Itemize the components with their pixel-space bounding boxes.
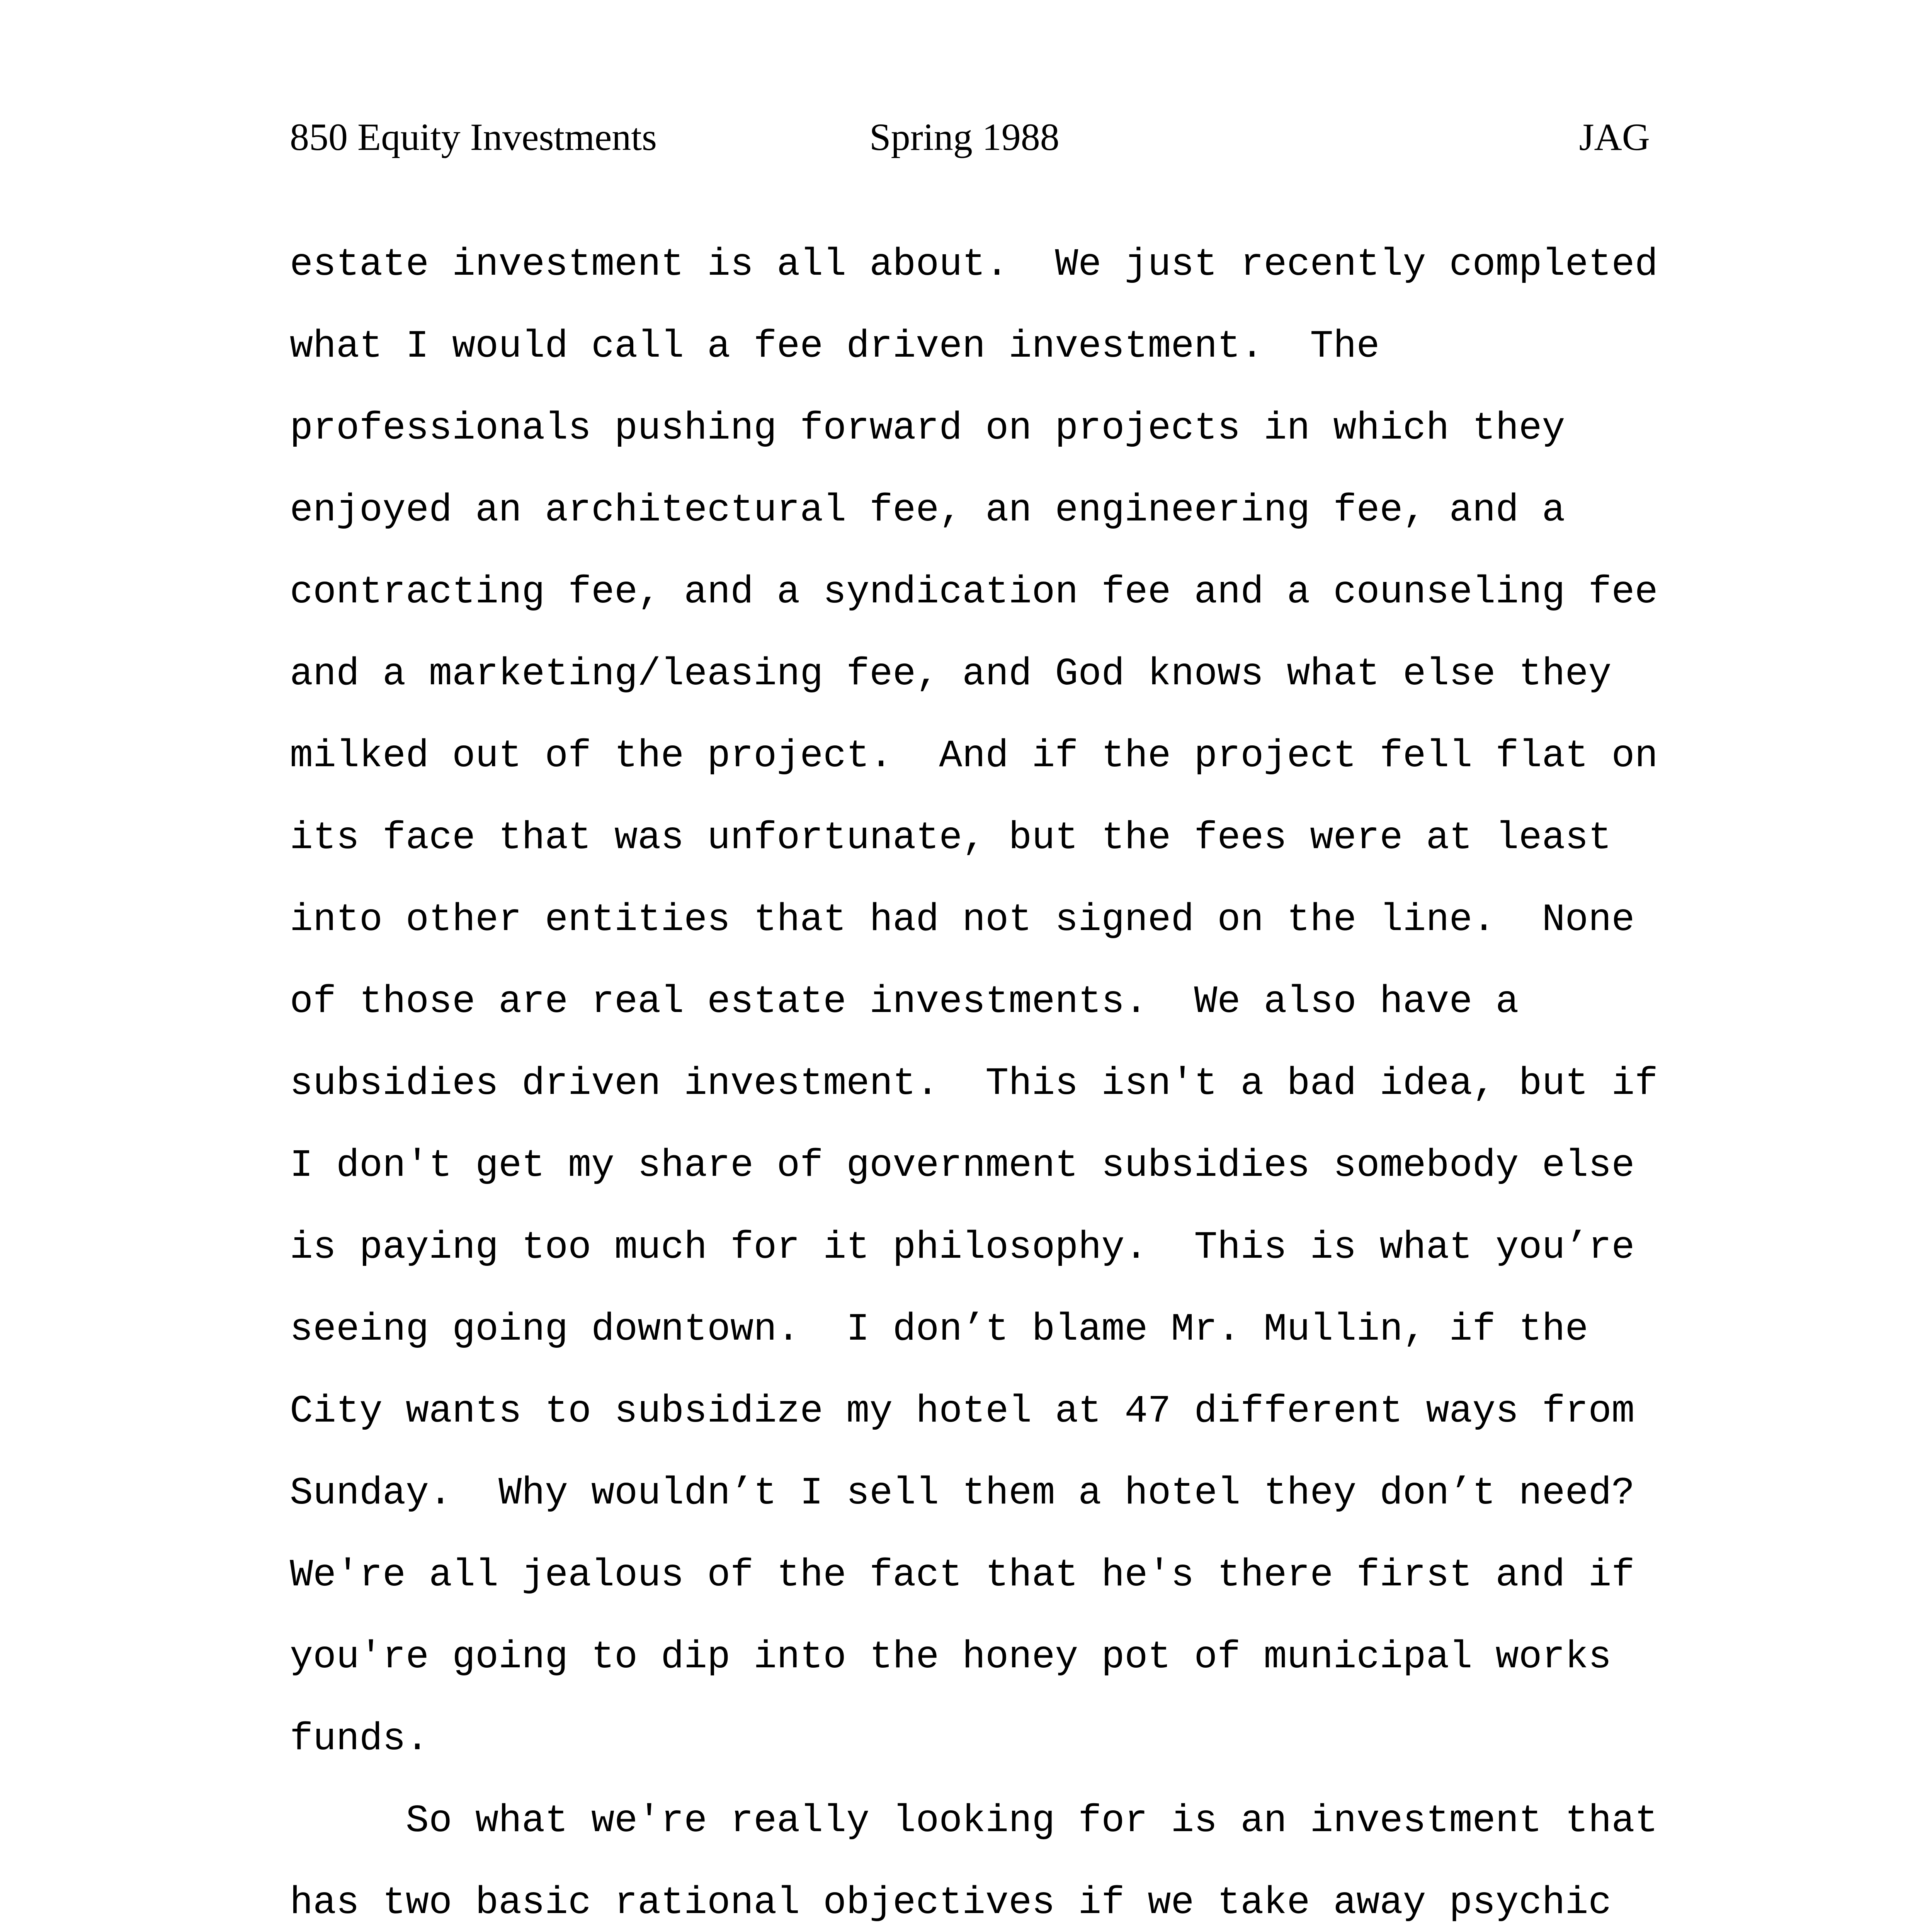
text-line: and a marketing/leasing fee, and God knows what else they [290,653,1612,696]
text-line: enjoyed an architectural fee, an engineering fee, and a [290,489,1565,532]
text-line: you're going to dip into the honey pot of municipal works [290,1636,1612,1679]
text-line: milked out of the project. And if the project fell flat on [290,735,1658,778]
text-line: professionals pushing forward on projects in which they [290,407,1565,451]
text-line: its face that was unfortunate, but the fees were at least [290,816,1612,860]
text-line: estate investment is all about. We just recently completed [290,243,1658,287]
paragraph-start-line: So what we're really looking for is an investment that [290,1799,1658,1843]
text-line: funds. [290,1718,429,1761]
text-line: I don't get my share of government subsidies somebody else [290,1144,1635,1188]
text-line: into other entities that had not signed on the line. None [290,898,1635,942]
page-header [290,108,1650,166]
course-title: 850 Equity Investments [290,116,657,158]
text-line: contracting fee, and a syndication fee and a counseling fee [290,571,1658,614]
text-line: We're all jealous of the fact that he's there first and if [290,1554,1635,1597]
text-line: is paying too much for it philosophy. This is what you’re [290,1226,1635,1270]
author-initials: JAG [1579,116,1650,158]
text-line: City wants to subsidize my hotel at 47 different ways from [290,1390,1635,1434]
text-line: seeing going downtown. I don’t blame Mr. Mullin, if the [290,1308,1588,1352]
text-line: Sunday. Why wouldn’t I sell them a hotel they don’t need? [290,1472,1635,1515]
text-line: subsidies driven investment. This isn't a bad idea, but if [290,1062,1658,1106]
text-line: what I would call a fee driven investment. The [290,325,1380,369]
text-line: of those are real estate investments. We also have a [290,980,1519,1024]
body-text [290,224,1681,1932]
text-line: has two basic rational objectives if we take away psychic [290,1881,1612,1925]
term-label: Spring 1988 [869,116,1060,158]
